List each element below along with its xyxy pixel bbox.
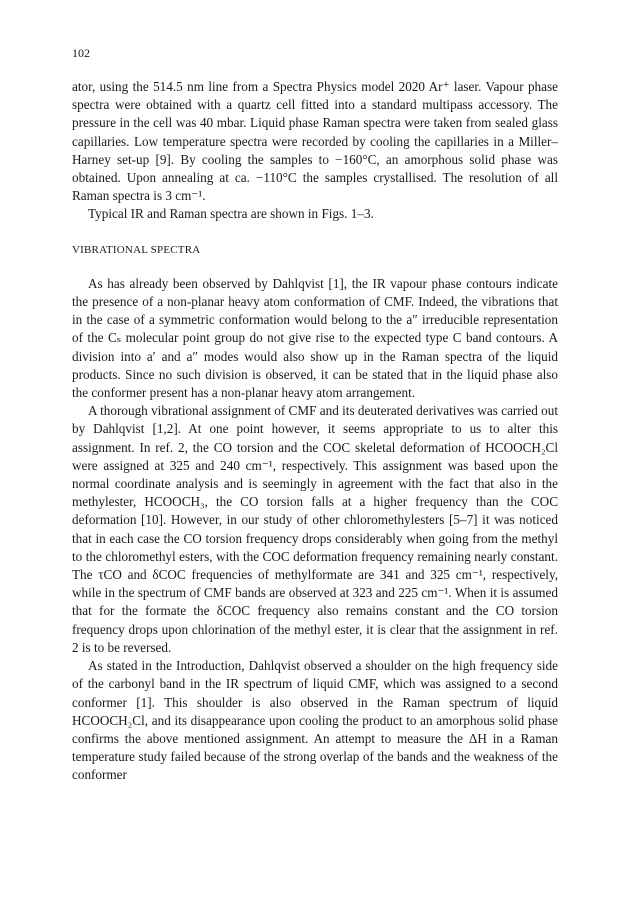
paragraph-conformation: As has already been observed by Dahlqvist [1], the IR vapour phase contours indicate the presence of a non-planar heavy atom conformation of CMF. Indeed, the vibrations that in the case of a symmetric conformation would belong to the a″ irreducible representation of the Cₛ molecular point group do not give rise to the expected type C band contours. A division into a′ and a″ modes would also show up in the Raman spectra of the liquid products. Since no such division is observed, it can be stated that in the liquid phase also the conformer present has a non-planar heavy atom arrangement. [72,275,558,401]
paragraph-second-conformer: As stated in the Introduction, Dahlqvist observed a shoulder on the high frequency side of the carbonyl band in the IR spectrum of liquid CMF, which was assigned to a second conformer [1]. This shoulder is also observed in the Raman spectrum of liquid HCOOCH₂Cl, and its disappearance upon cooling the product to an amorphous solid phase confirms the above mentioned assignment. An attempt to measure the ΔH in a Raman temperature study failed because of the strong overlap of the bands and the weakness of the conformer [72,658,558,783]
section-heading: VIBRATIONAL SPECTRA [72,243,201,256]
body-text [72,78,558,785]
paragraph-figures-reference: Typical IR and Raman spectra are shown in Figs. 1–3. [88,206,374,222]
paragraph-experimental-continued: ator, using the 514.5 nm line from a Spectra Physics model 2020 Ar⁺ laser. Vapour phase spectra were obtained with a quartz cell fitted into a standard multipass accessory. The pressure in the cell was 40 mbar. Liquid phase Raman spectra were taken from sealed glass capillaries. Low temperature spectra were recorded by cooling the capillaries in a Miller–Harney set-up [9]. By cooling the samples to −160°C, an amorphous solid phase was obtained. Upon annealing at ca. −110°C the samples crystallised. The resolution of all Raman spectra is 3 cm⁻¹. [72,79,558,204]
page-number: 102 [72,46,90,60]
paragraph-assignment: A thorough vibrational assignment of CMF and its deuterated derivatives was carried out by Dahlqvist [1,2]. At one point however, it seems appropriate to us to alter this assignment. In ref. 2, the CO torsion and the COC skeletal deformation of HCOOCH₂Cl were assigned at 325 and 240 cm⁻¹, respectively. This assignment was based upon the normal coordinate analysis and is seemingly in agreement with the fact that also in the methylester, HCOOCH₃, the CO torsion falls at a higher frequency than the COC deformation [10]. However, in our study of other chloromethylesters [5–7] it was noticed that in each case the CO torsion frequency drops considerably when going from the methyl to the chloromethyl esters, with the COC deformation frequency remaining nearly constant. The τCO and δCOC frequencies of methylformate are 341 and 325 cm⁻¹, respectively, while in the spectrum of CMF bands are observed at 323 and 225 cm⁻¹. When it is assumed that for the formate the δCOC frequency also remains constant and the CO torsion frequency drops upon chlorination of the methyl ester, it is clear that the assignment in ref. 2 is to be reversed. [72,403,558,655]
